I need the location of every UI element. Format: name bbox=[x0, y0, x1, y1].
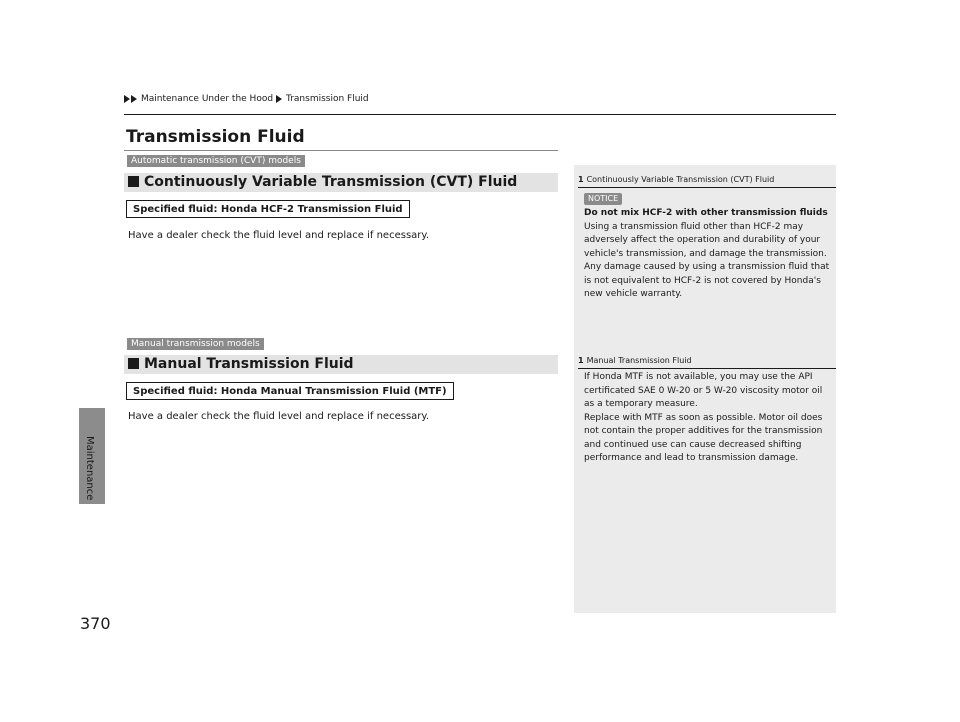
note-divider bbox=[578, 187, 836, 188]
body-text-mt: Have a dealer check the fluid level and replace if necessary. bbox=[128, 411, 430, 422]
note-line: is not equivalent to HCF-2 is not covered by Honda's bbox=[584, 275, 821, 286]
note-line: and continued use can cause decreased shifting bbox=[584, 439, 802, 450]
note-line: vehicle's transmission, and damage the transmission. bbox=[584, 248, 827, 259]
section-heading-cvt bbox=[124, 173, 558, 192]
note-line: certificated SAE 0 W-20 or 5 W-20 viscosity motor oil bbox=[584, 385, 823, 396]
breadcrumb bbox=[124, 94, 369, 104]
note-ref: 1 bbox=[578, 175, 584, 184]
breadcrumb-arrow-icon bbox=[131, 95, 137, 103]
note-title-mt bbox=[578, 355, 692, 366]
body-text-cvt: Have a dealer check the fluid level and replace if necessary. bbox=[128, 230, 430, 241]
breadcrumb-item[interactable]: Transmission Fluid bbox=[286, 94, 369, 104]
title-divider bbox=[124, 150, 558, 151]
section-heading-text: Continuously Variable Transmission (CVT) Fluid bbox=[144, 174, 518, 190]
note-line: not contain the proper additives for the transmission bbox=[584, 426, 823, 436]
breadcrumb-arrow-icon bbox=[124, 95, 130, 103]
page-number: 370 bbox=[80, 614, 111, 633]
note-title-cvt bbox=[578, 174, 774, 185]
note-divider bbox=[578, 368, 836, 369]
note-ref: 1 bbox=[578, 356, 584, 365]
notice-badge: NOTICE bbox=[584, 193, 622, 205]
note-line: performance and lead to transmission damage. bbox=[584, 453, 799, 463]
note-line: as a temporary measure. bbox=[584, 399, 698, 409]
note-line: new vehicle warranty. bbox=[584, 289, 683, 299]
section-heading-mt bbox=[124, 355, 558, 374]
spec-box-mt: Specified fluid: Honda Manual Transmission Fluid (MTF) bbox=[126, 382, 454, 400]
note-title-text: Manual Transmission Fluid bbox=[586, 356, 692, 365]
square-bullet-icon bbox=[128, 176, 139, 187]
note-line: Using a transmission fluid other than HCF-2 may bbox=[584, 221, 804, 232]
note-line: adversely affect the operation and durability of your bbox=[584, 235, 821, 245]
note-body-mt bbox=[584, 371, 830, 466]
page-title: Transmission Fluid bbox=[126, 127, 305, 147]
note-body-cvt bbox=[584, 207, 830, 302]
model-tag-cvt: Automatic transmission (CVT) models bbox=[127, 155, 305, 167]
note-line: Do not mix HCF-2 with other transmission fluids bbox=[584, 208, 828, 218]
header-divider bbox=[124, 114, 836, 115]
note-line: If Honda MTF is not available, you may use the API bbox=[584, 372, 813, 382]
square-bullet-icon bbox=[128, 358, 139, 369]
breadcrumb-item[interactable]: Maintenance Under the Hood bbox=[141, 94, 274, 104]
spec-box-cvt: Specified fluid: Honda HCF-2 Transmission Fluid bbox=[126, 200, 410, 218]
section-heading-text: Manual Transmission Fluid bbox=[144, 356, 354, 372]
model-tag-mt: Manual transmission models bbox=[127, 338, 264, 350]
section-tab-label: Maintenance bbox=[84, 436, 95, 501]
note-line: Replace with MTF as soon as possible. Motor oil does bbox=[584, 412, 823, 423]
breadcrumb-arrow-icon bbox=[276, 95, 282, 103]
note-title-text: Continuously Variable Transmission (CVT) Fluid bbox=[586, 175, 775, 184]
note-line: Any damage caused by using a transmission fluid that bbox=[584, 262, 830, 272]
